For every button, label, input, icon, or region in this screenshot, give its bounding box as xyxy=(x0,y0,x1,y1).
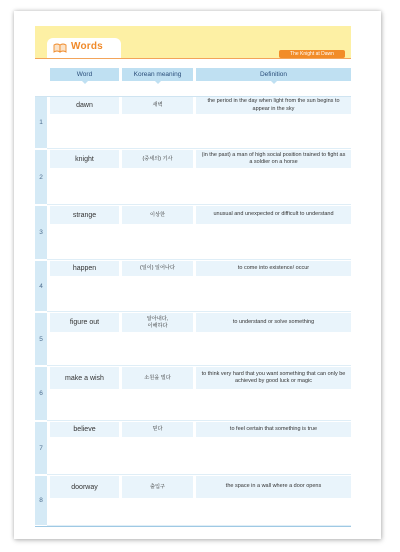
korean-meaning-cell: 출입구 xyxy=(122,476,193,498)
table-row xyxy=(35,422,351,475)
row-number: 3 xyxy=(35,206,47,259)
row-divider xyxy=(47,474,351,475)
word-cell: dawn xyxy=(50,97,119,114)
word-cell: make a wish xyxy=(50,367,119,389)
column-header-korean-meaning: Korean meaning xyxy=(122,68,193,81)
page-title: Words xyxy=(71,41,103,52)
row-divider xyxy=(47,259,351,260)
definition-cell: to come into existence/ occur xyxy=(196,261,351,276)
row-number: 6 xyxy=(35,367,47,420)
row-divider xyxy=(47,148,351,149)
row-number: 1 xyxy=(35,97,47,148)
word-cell: believe xyxy=(50,422,119,437)
row-number: 5 xyxy=(35,313,47,365)
table-row xyxy=(35,97,351,149)
table-row xyxy=(35,476,351,526)
table-row xyxy=(35,367,351,421)
definition-cell: to understand or solve something xyxy=(196,313,351,332)
table-row xyxy=(35,150,351,205)
word-cell: happen xyxy=(50,261,119,276)
row-divider xyxy=(47,311,351,312)
row-divider xyxy=(47,365,351,366)
row-divider xyxy=(47,420,351,421)
header-divider xyxy=(35,58,351,59)
definition-cell: unusual and unexpected or difficult to understand xyxy=(196,206,351,224)
column-header-definition: Definition xyxy=(196,68,351,81)
definition-cell: to feel certain that something is true xyxy=(196,422,351,437)
korean-meaning-cell: 알아내다, 이해하다 xyxy=(122,313,193,332)
korean-meaning-cell: 소원을 빌다 xyxy=(122,367,193,389)
row-number: 7 xyxy=(35,422,47,474)
table-row xyxy=(35,313,351,366)
definition-cell: the space in a wall where a door opens xyxy=(196,476,351,498)
word-cell: knight xyxy=(50,150,119,168)
definition-cell: to think very hard that you want something that can only be achieved by good luck or magic xyxy=(196,367,351,389)
word-cell: strange xyxy=(50,206,119,224)
word-cell: figure out xyxy=(50,313,119,332)
korean-meaning-cell: 새벽 xyxy=(122,97,193,114)
open-book-icon xyxy=(53,43,67,53)
table-row xyxy=(35,206,351,260)
definition-cell: (in the past) a man of high social position trained to fight as a soldier on a horse xyxy=(196,150,351,168)
row-number: 2 xyxy=(35,150,47,204)
story-title-badge: The Knight at Dawn xyxy=(279,50,345,58)
definition-cell: the period in the day when light from the sun begins to appear in the sky xyxy=(196,97,351,114)
title-tab xyxy=(47,38,121,58)
korean-meaning-cell: 믿다 xyxy=(122,422,193,437)
korean-meaning-cell: (일이) 일어나다 xyxy=(122,261,193,276)
table-bottom-rule xyxy=(35,526,351,527)
row-divider xyxy=(47,204,351,205)
korean-meaning-cell: (중세의) 기사 xyxy=(122,150,193,168)
row-number: 8 xyxy=(35,476,47,525)
row-number: 4 xyxy=(35,261,47,311)
column-header-word: Word xyxy=(50,68,119,81)
word-cell: doorway xyxy=(50,476,119,498)
korean-meaning-cell: 이상한 xyxy=(122,206,193,224)
table-row xyxy=(35,261,351,312)
